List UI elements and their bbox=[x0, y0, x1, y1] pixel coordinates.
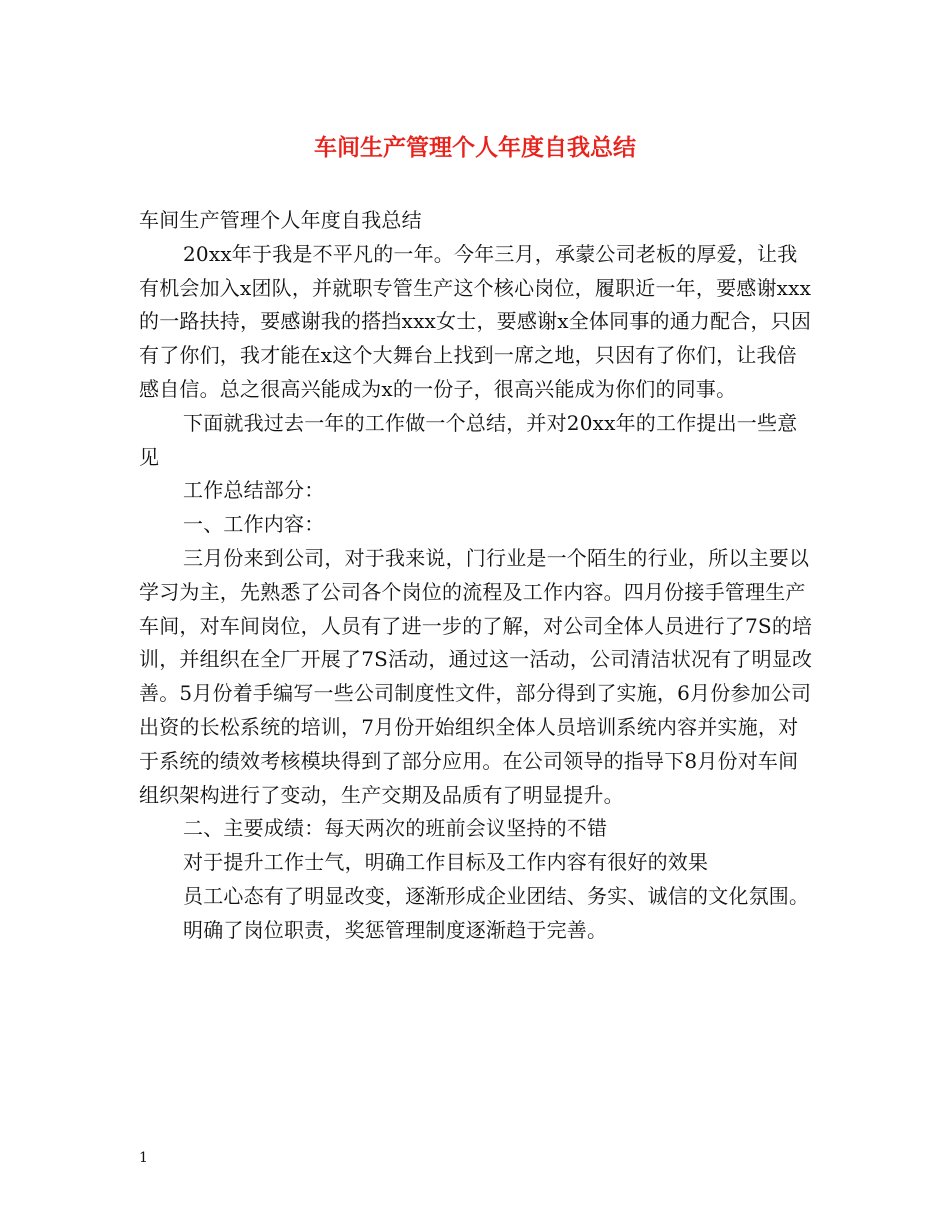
paragraph-work-content: 三月份来到公司，对于我来说，门行业是一个陌生的行业，所以主要以学习为主，先熟悉了公司各个岗位的流程及工作内容。四月份接手管理生产车间，对车间岗位，人员有了进一步的了解，对公司全体人员进行了7S的培训，并组织在全厂开展了7S活动，通过这一活动，公司清洁状况有了明显改善。5月份着手编写一些公司制度性文件，部分得到了实施，6月份参加公司出资的长松系统的培训，7月份开始组织全体人员培训系统内容并实施，对于系统的绩效考核模块得到了部分应用。在公司领导的指导下8月份对车间组织架构进行了变动，生产交期及品质有了明显提升。 bbox=[139, 545, 813, 807]
paragraph-achievement-responsibility: 明确了岗位职责，奖惩管理制度逐渐趋于完善。 bbox=[183, 917, 608, 942]
paragraph-intro: 20xx年于我是不平凡的一年。今年三月，承蒙公司老板的厚爱，让我有机会加入x团队，并就职专管生产这个核心岗位，履职近一年，要感谢xxx的一路扶持，要感谢我的搭挡xxx女士，要感谢x全体同事的通力配合，只因有了你们，我才能在x这个大舞台上找到一席之地，只因有了你们，让我倍感自信。总之很高兴能成为x的一份子，很高兴能成为你们的同事。 bbox=[139, 241, 812, 401]
document-body bbox=[139, 204, 815, 948]
paragraph-achievement-morale: 对于提升工作士气，明确工作目标及工作内容有很好的效果 bbox=[183, 850, 709, 875]
section-heading-work-summary: 工作总结部分： bbox=[183, 478, 325, 503]
body-heading: 车间生产管理个人年度自我总结 bbox=[139, 208, 422, 232]
section-heading-work-content: 一、工作内容： bbox=[183, 512, 325, 537]
document-title: 车间生产管理个人年度自我总结 bbox=[314, 135, 636, 161]
paragraph-summary-intro: 下面就我过去一年的工作做一个总结，并对20xx年的工作提出一些意见 bbox=[139, 410, 798, 469]
page-number: 1 bbox=[139, 1150, 148, 1166]
section-heading-achievements: 二、主要成绩：每天两次的班前会议坚持的不错 bbox=[183, 816, 608, 841]
paragraph-achievement-culture: 员工心态有了明显改变，逐渐形成企业团结、务实、诚信的文化氛围。 bbox=[183, 883, 810, 908]
